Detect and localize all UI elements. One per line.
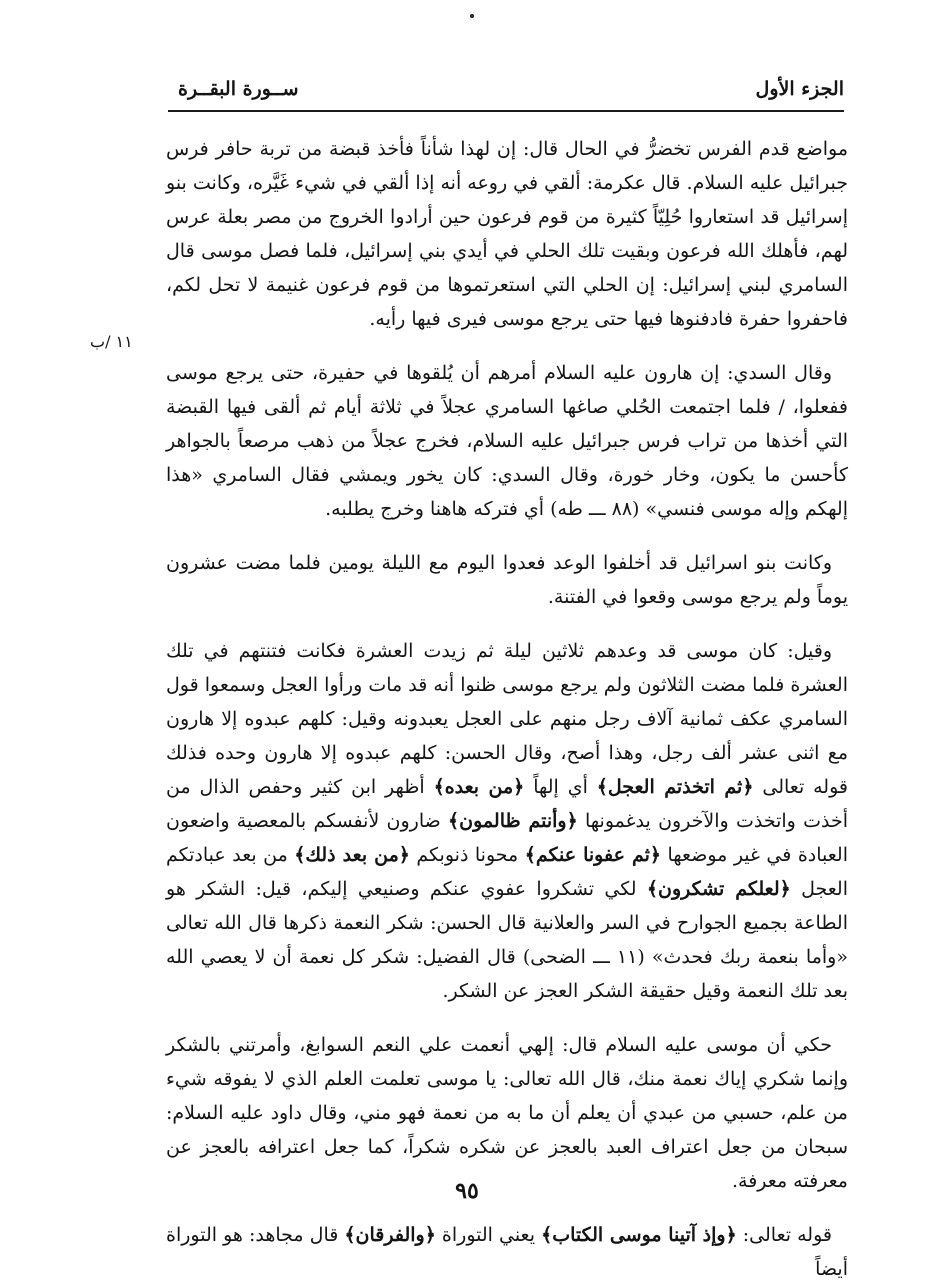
paragraph-text: من بعد عبادتكم العجل (166, 844, 848, 900)
quran-quote: ﴿وإذ آتينا موسى الكتاب﴾ (541, 1224, 737, 1246)
quran-quote: ﴿وأنتم ظالمون﴾ (448, 810, 578, 832)
page-number: ٩٥ (455, 1178, 479, 1204)
paragraph (166, 546, 848, 614)
quran-quote: ﴿والفرقان﴾ (344, 1224, 436, 1246)
running-header (168, 74, 844, 108)
quran-quote: ﴿لعلكم تشكرون﴾ (646, 878, 791, 900)
paragraph-text: يعني التوراة (435, 1224, 542, 1246)
paragraph (166, 356, 848, 526)
paragraph (166, 1028, 848, 1198)
header-rule (168, 110, 844, 112)
paragraph-text: قوله تعالى: (736, 1224, 832, 1246)
paragraph-text: محونا ذنوبكم (409, 844, 525, 866)
paragraph (166, 1218, 848, 1280)
paragraph (166, 132, 848, 336)
paragraph (166, 634, 848, 1008)
paragraph-text: وكانت بنو اسرائيل قد أخلفوا الوعد فعدوا اليوم مع الليلة يومين فلما مضت عشرون يوماً ولم يرجع موسى وقعوا في الفتنة. (166, 552, 848, 608)
paragraph-text: أظهر ابن كثير وحفص الذال من أخذت واتخذت والآخرون يدغمونها (166, 776, 848, 832)
paragraph-text: مواضع قدم الفرس تخضرُّ في الحال قال: إن لهذا شأناً فأخذ قبضة من تربة حافر فرس جبرائيل عليه السلام. قال عكرمة: ألقي في روعه أنه إذا ألقي في شيء غَيَّره، وكانت بنو إسرائيل قد استعاروا حُلِيّاً كثيرة من قوم فرعون حين أرادوا الخروج من مصر بعلة عرس لهم، فأهلك الله فرعون وبقيت تلك الحلي في أيدي بني إسرائيل، فلما فصل موسى قال السامري لبني إسرائيل: إن الحلي التي استعرتموها من قوم فرعون غنيمة لا تحل لكم، فاحفروا حفرة فادفنوها فيها حتى يرجع موسى فيرى فيها رأيه. (166, 138, 849, 330)
paragraph-text: أي إلهاً (524, 776, 597, 798)
paragraph-text: حكي أن موسى عليه السلام قال: إلهي أنعمت علي النعم السوابغ، وأمرتني بالشكر وإنما شكري إياك نعمة منك، قال الله تعالى: يا موسى تعلمت العلم الذي لا يفوقه شيء من علم، حسبي من عبدي أن يعلم أن ما به من نعمة فهو مني، وقال داود عليه السلام: سبحان من جعل اعتراف العبد بالعجز عن شكره شكراً، كما جعل اعترافه بالعجز عن معرفته معرفة. (166, 1034, 848, 1192)
margin-folio-note: ١١ /ب (90, 332, 133, 351)
quran-quote: ﴿ثم اتخذتم العجل﴾ (596, 776, 754, 798)
quran-quote: ﴿ثم عفونا عنكم﴾ (524, 844, 662, 866)
paragraph-text: ضارون لأنفسكم بالمعصية واضعون العبادة في غير موضعها (166, 810, 848, 866)
body-text (166, 132, 848, 1280)
paragraph-text: لكي تشكروا عفوي عنكم وصنيعي إليكم، قيل: الشكر هو الطاعة بجميع الجوارح في السر والعلانية قال الحسن: شكر النعمة ذكرها قال الله تعالى «وأما بنعمة ربك فحدث» (١١ ـــ الضحى) قال الفضيل: شكر كل نعمة أن لا يعصي الله بعد تلك النعمة وقيل حقيقة الشكر العجز عن الشكر. (166, 878, 848, 1002)
ink-dot (470, 14, 474, 18)
paragraph-text: وقيل: كان موسى قد وعدهم ثلاثين ليلة ثم زيدت العشرة فكانت فتنتهم في تلك العشرة فلما مضت الثلاثون ولم يرجع موسى ظنوا أنه قد مات ورأوا العجل وسمعوا قول السامري عكف ثمانية آلاف رجل منهم على العجل يعبدونه وقيل: كلهم عبدوه إلا هارون مع اثنى عشر ألف رجل، وهذا أصح، وقال الحسن: كلهم عبدوه إلا هارون وحده فذلك قوله تعالى (166, 640, 848, 798)
quran-quote: ﴿من بعد ذلك﴾ (294, 844, 410, 866)
surah-label: ســورة البقــرة (178, 78, 299, 100)
juz-label: الجزء الأول (755, 78, 844, 100)
quran-quote: ﴿من بعده﴾ (433, 776, 525, 798)
paragraph-text: قال مجاهد: هو التوراة أيضاً (166, 1224, 848, 1280)
paragraph-text: وقال السدي: إن هارون عليه السلام أمرهم أن يُلقوها في حفيرة، حتى يرجع موسى ففعلوا، / فلما اجتمعت الحُلي صاغها السامري عجلاً في ثلاثة أيام ثم ألقى فيها القبضة التي أخذها من تراب فرس جبرائيل عليه السلام، فخرج عجلاً من ذهب مرصعاً بالجواهر كأحسن ما يكون، وخار خورة، وقال السدي: كان يخور ويمشي فقال السامري «هذا إلهكم وإله موسى فنسي» (٨٨ ـــ طه) أي فتركه هاهنا وخرج يطلبه. (166, 362, 848, 520)
